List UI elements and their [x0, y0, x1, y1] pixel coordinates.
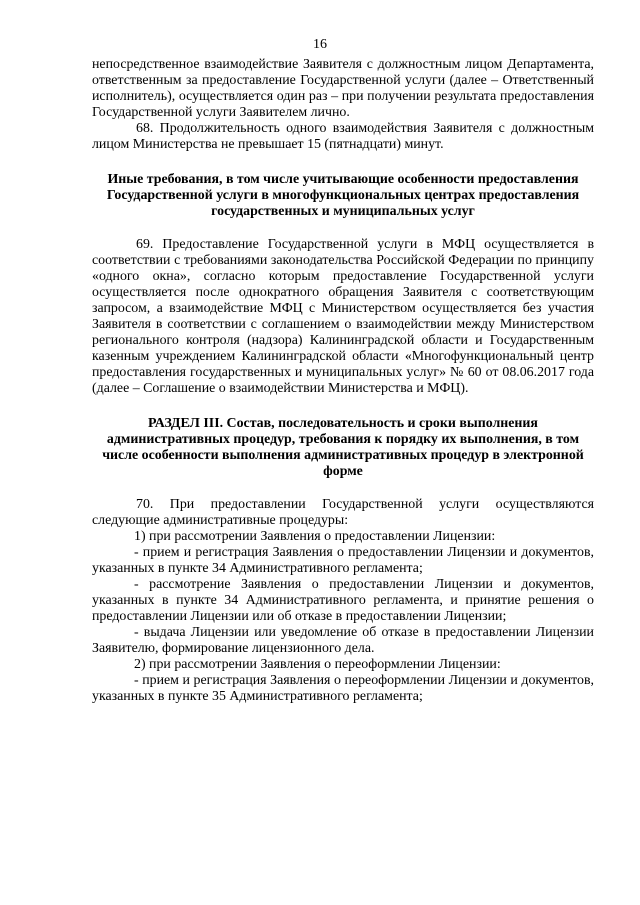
section-heading-part-3: РАЗДЕЛ III. Состав, последовательность и сроки выполнения административных процедур, требования к порядку их выполнения, в том числе особенности выполнения административных процедур в электронной форме: [102, 416, 584, 479]
list-item-70-1-c: - выдача Лицензии или уведомление об отказе в предоставлении Лицензии Заявителю, формирование лицензионного дела.: [92, 625, 594, 656]
paragraph-67-continuation: непосредственное взаимодействие Заявителя с должностным лицом Департамента, ответственным за предоставление Государственной услуги (далее – Ответственный исполнитель), осуществляется один раз – при получении результата предоставления Государственной услуги Заявителем лично.: [92, 57, 594, 120]
page-number: 16: [313, 37, 327, 52]
paragraph-69: 69. Предоставление Государственной услуги в МФЦ осуществляется в соответствии с требованиями законодательства Российской Федерации по принципу «одного окна», согласно которым предоставление Государственной услуги осуществляется после однократного обращения Заявителя с соответствующим запросом, а взаимодействие МФЦ с Министерством осуществляется без участия Заявителя в соответствии с соглашением о взаимодействии между Министерством регионального контроля (надзора) Калининградской области и Государственным казенным учреждением Калининградской области «Многофункциональный центр предоставления государственных и муниципальных услуг» № 60 от 08.06.2017 года (далее – Соглашение о взаимодействии Министерства и МФЦ).: [92, 237, 594, 396]
list-item-70-2: 2) при рассмотрении Заявления о переоформлении Лицензии:: [134, 657, 501, 672]
list-item-70-2-a: - прием и регистрация Заявления о переоформлении Лицензии и документов, указанных в пункте 35 Административного регламента;: [92, 673, 594, 704]
paragraph-70: 70. При предоставлении Государственной услуги осуществляются следующие административные процедуры:: [92, 497, 594, 528]
list-item-70-1-a: - прием и регистрация Заявления о предоставлении Лицензии и документов, указанных в пункте 34 Административного регламента;: [92, 545, 594, 576]
section-heading-other-requirements: Иные требования, в том числе учитывающие особенности предоставления Государственной услуги в многофункциональных центрах предоставления государственных и муниципальных услуг: [106, 172, 580, 219]
paragraph-68: 68. Продолжительность одного взаимодействия Заявителя с должностным лицом Министерства не превышает 15 (пятнадцати) минут.: [92, 121, 594, 152]
list-item-70-1: 1) при рассмотрении Заявления о предоставлении Лицензии:: [134, 529, 496, 544]
list-item-70-1-b: - рассмотрение Заявления о предоставлении Лицензии и документов, указанных в пункте 34 Административного регламента, и принятие решения о предоставлении Лицензии или об отказе в предоставлении Лицензии;: [92, 577, 594, 624]
page-content: [92, 57, 594, 705]
